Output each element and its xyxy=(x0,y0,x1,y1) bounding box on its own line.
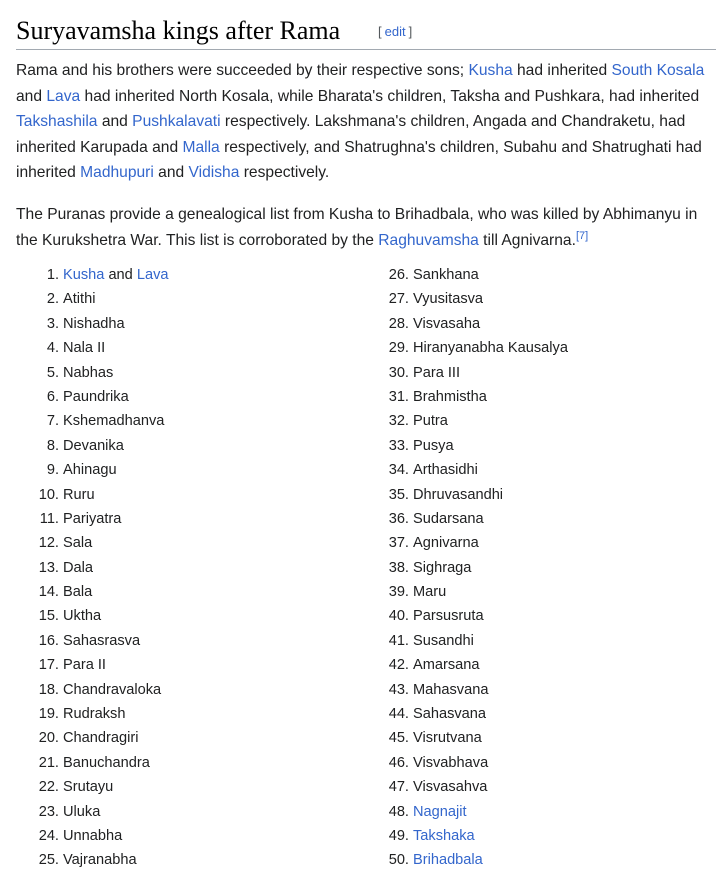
list-item-number: 12. xyxy=(38,535,59,552)
list-item-number: 21. xyxy=(38,754,59,771)
king-link[interactable]: Lava xyxy=(136,267,169,283)
king-name: Uktha xyxy=(63,608,102,625)
list-item-number: 13. xyxy=(38,559,59,576)
list-item xyxy=(366,604,696,628)
list-item xyxy=(16,312,346,336)
list-item xyxy=(366,312,696,336)
list-item xyxy=(16,263,346,287)
list-item xyxy=(366,434,696,458)
list-item xyxy=(366,507,696,531)
text-run: and xyxy=(153,164,189,181)
list-item-number: 9. xyxy=(46,462,59,479)
link-vidisha[interactable]: Vidisha xyxy=(188,164,240,181)
king-link[interactable]: Takshaka xyxy=(413,827,475,844)
list-item xyxy=(16,848,346,872)
king-name: Rudraksh xyxy=(63,706,126,723)
king-name: Chandravaloka xyxy=(63,681,162,698)
edit-bracket-close: ] xyxy=(408,24,413,39)
king-name: Arthasidhi xyxy=(413,462,478,479)
list-item-number: 6. xyxy=(46,388,59,405)
list-item-number: 18. xyxy=(38,681,59,698)
list-item-number: 1. xyxy=(46,267,59,283)
list-item-number: 3. xyxy=(46,315,59,332)
link-south-kosala[interactable]: South Kosala xyxy=(611,62,705,79)
king-name: Uluka xyxy=(63,803,101,820)
text-run: respectively, and Shatrughna's children, Subahu and Shatrughati had inherited xyxy=(16,138,702,181)
list-item-number: 30. xyxy=(388,364,409,381)
king-name: Vyusitasva xyxy=(413,291,484,308)
list-item-number: 27. xyxy=(388,291,409,308)
king-name: Visvabhava xyxy=(413,754,489,771)
text-run: and xyxy=(97,113,133,130)
text-run: had inherited xyxy=(512,62,612,79)
king-name: Hiranyanabha Kausalya xyxy=(413,340,568,357)
king-name: Parsusruta xyxy=(413,608,484,625)
list-item xyxy=(366,775,696,799)
king-name: Nala II xyxy=(63,340,106,357)
list-item xyxy=(16,556,346,580)
list-item-number: 17. xyxy=(38,657,59,674)
kings-list-column-1 xyxy=(16,263,346,873)
list-item xyxy=(16,458,346,482)
king-name: Para II xyxy=(63,657,106,674)
list-item xyxy=(366,702,696,726)
list-item xyxy=(366,263,696,287)
list-item-number: 23. xyxy=(38,803,59,820)
list-item xyxy=(366,556,696,580)
king-name: Chandragiri xyxy=(63,730,139,747)
link-takshashila[interactable]: Takshashila xyxy=(16,113,98,130)
link-lava[interactable]: Lava xyxy=(46,87,81,105)
edit-link[interactable]: edit xyxy=(384,24,406,39)
list-item xyxy=(366,751,696,775)
king-name: Brahmistha xyxy=(413,388,487,405)
list-item-number: 48. xyxy=(388,803,409,820)
list-item-number: 47. xyxy=(388,779,409,796)
link-pushkalavati[interactable]: Pushkalavati xyxy=(132,113,221,130)
list-item-number: 26. xyxy=(388,267,409,283)
king-name: Sahasrasva xyxy=(63,632,141,649)
list-item-number: 15. xyxy=(38,608,59,625)
king-name: Dhruvasandhi xyxy=(413,486,504,503)
list-item xyxy=(16,726,346,750)
list-item xyxy=(16,336,346,360)
king-name: Sighraga xyxy=(413,559,472,576)
king-name: Vajranabha xyxy=(63,852,137,869)
list-item-number: 43. xyxy=(388,681,409,698)
link-raghuvamsha[interactable]: Raghuvamsha xyxy=(378,231,479,249)
king-name: Ruru xyxy=(63,486,95,503)
king-name: Sudarsana xyxy=(413,510,484,527)
list-item xyxy=(16,385,346,409)
king-name: Visvasaha xyxy=(413,315,481,332)
paragraph-succession xyxy=(16,58,716,186)
list-item xyxy=(16,751,346,775)
text-run: and xyxy=(16,87,47,105)
list-item-number: 38. xyxy=(388,559,409,576)
link-kusha[interactable]: Kusha xyxy=(468,62,513,79)
list-item xyxy=(366,678,696,702)
king-name: Unnabha xyxy=(63,827,123,844)
list-item-number: 24. xyxy=(38,827,59,844)
list-item xyxy=(16,483,346,507)
list-item xyxy=(16,361,346,385)
king-name: Dala xyxy=(63,559,94,576)
text-run: had inherited North Kosala, while Bharata's children, Taksha and Pushkara, had inherited xyxy=(80,87,700,105)
list-item-number: 4. xyxy=(46,340,59,357)
list-item-number: 7. xyxy=(46,413,59,430)
list-item xyxy=(16,775,346,799)
list-item xyxy=(16,629,346,653)
king-name: Sala xyxy=(63,535,93,552)
list-item-number: 5. xyxy=(46,364,59,381)
king-name: Kshemadhanva xyxy=(63,413,165,430)
king-link[interactable]: Kusha xyxy=(63,267,105,283)
list-item xyxy=(366,848,696,872)
list-item xyxy=(16,531,346,555)
king-name: Nabhas xyxy=(63,364,114,381)
text-run: respectively. xyxy=(239,164,330,181)
list-item-number: 11. xyxy=(39,510,59,527)
list-item xyxy=(16,604,346,628)
link-madhupuri[interactable]: Madhupuri xyxy=(80,164,154,181)
link-malla[interactable]: Malla xyxy=(182,138,220,156)
edit-bracket-open: [ xyxy=(378,24,382,39)
list-item xyxy=(16,580,346,604)
list-item xyxy=(366,483,696,507)
list-item xyxy=(366,800,696,824)
king-name: Bala xyxy=(63,584,93,601)
king-name: Mahasvana xyxy=(413,681,489,698)
list-item xyxy=(366,409,696,433)
list-item-number: 41. xyxy=(388,632,409,649)
king-name: Para III xyxy=(413,364,461,381)
list-item-number: 42. xyxy=(388,657,409,674)
king-name: Paundrika xyxy=(63,388,129,405)
list-item xyxy=(366,726,696,750)
king-name: and xyxy=(104,267,137,283)
list-item-number: 14. xyxy=(38,584,59,601)
list-item xyxy=(366,361,696,385)
list-item-number: 35. xyxy=(388,486,409,503)
kings-list-column-2 xyxy=(366,263,696,873)
king-name: Agnivarna xyxy=(413,535,479,552)
list-item-number: 34. xyxy=(388,462,409,479)
list-item-number: 39. xyxy=(388,584,409,601)
king-name: Amarsana xyxy=(413,657,480,674)
list-item-number: 45. xyxy=(388,730,409,747)
list-item-number: 32. xyxy=(388,413,409,430)
reference-superscript xyxy=(576,229,588,241)
paragraph-puranas xyxy=(16,202,716,253)
king-name: Susandhi xyxy=(413,632,474,649)
king-name: Sankhana xyxy=(413,267,479,283)
list-item-number: 22. xyxy=(38,779,59,796)
list-item xyxy=(366,629,696,653)
list-item-number: 40. xyxy=(388,608,409,625)
list-item xyxy=(366,653,696,677)
edit-section-links xyxy=(378,23,412,41)
list-item xyxy=(366,531,696,555)
list-item xyxy=(366,385,696,409)
king-link[interactable]: Nagnajit xyxy=(413,803,467,820)
list-item xyxy=(16,800,346,824)
king-link[interactable]: Brihadbala xyxy=(413,852,483,869)
king-name: Sahasvana xyxy=(413,706,487,723)
king-name: Nishadha xyxy=(63,315,125,332)
list-item-number: 19. xyxy=(38,706,59,723)
king-name: Pariyatra xyxy=(63,510,122,527)
text-run: The Puranas provide a genealogical list from Kusha to Brihadbala, who was killed by Abhimanyu in the Kurukshetra War. This list is corroborated by the xyxy=(16,206,698,249)
list-item xyxy=(16,678,346,702)
list-item xyxy=(16,287,346,311)
king-name: Visrutvana xyxy=(413,730,482,747)
list-item-number: 10. xyxy=(38,486,59,503)
king-name: Pusya xyxy=(413,437,454,454)
list-item xyxy=(16,507,346,531)
list-item-number: 8. xyxy=(46,437,59,454)
list-item-number: 49. xyxy=(388,827,409,844)
list-item xyxy=(16,409,346,433)
king-name: Devanika xyxy=(63,437,124,454)
king-name: Visvasahva xyxy=(413,779,488,796)
list-item xyxy=(16,824,346,848)
list-item xyxy=(366,580,696,604)
list-item-number: 31. xyxy=(388,388,409,405)
text-run: Rama and his brothers were succeeded by their respective sons; xyxy=(16,62,469,79)
list-item xyxy=(16,434,346,458)
king-name: Ahinagu xyxy=(63,462,117,479)
section-heading xyxy=(16,10,716,50)
text-run: respectively. Lakshmana's children, Angada and Chandraketu, had inherited Karupada and xyxy=(16,113,686,156)
list-item xyxy=(16,702,346,726)
reference-link[interactable]: [7] xyxy=(575,229,589,242)
list-item-number: 46. xyxy=(388,754,409,771)
king-name: Srutayu xyxy=(63,779,114,796)
list-item-number: 44. xyxy=(388,706,409,723)
list-item-number: 16. xyxy=(38,632,59,649)
list-item-number: 36. xyxy=(388,510,409,527)
list-item xyxy=(366,824,696,848)
list-item xyxy=(366,458,696,482)
text-run: till Agnivarna. xyxy=(478,231,576,249)
list-item-number: 37. xyxy=(388,535,409,552)
list-item-number: 25. xyxy=(38,852,59,869)
list-item-number: 20. xyxy=(38,730,59,747)
king-name: Putra xyxy=(413,413,448,430)
section-title: Suryavamsha kings after Rama xyxy=(16,16,341,45)
list-item xyxy=(366,287,696,311)
list-item-number: 33. xyxy=(388,437,409,454)
list-item-number: 29. xyxy=(388,340,409,357)
list-item-number: 2. xyxy=(46,291,59,308)
king-name: Atithi xyxy=(63,291,96,308)
king-name: Banuchandra xyxy=(63,754,150,771)
list-item xyxy=(366,336,696,360)
list-item-number: 50. xyxy=(388,852,409,869)
list-item-number: 28. xyxy=(388,315,409,332)
list-item xyxy=(16,653,346,677)
king-name: Maru xyxy=(413,584,447,601)
